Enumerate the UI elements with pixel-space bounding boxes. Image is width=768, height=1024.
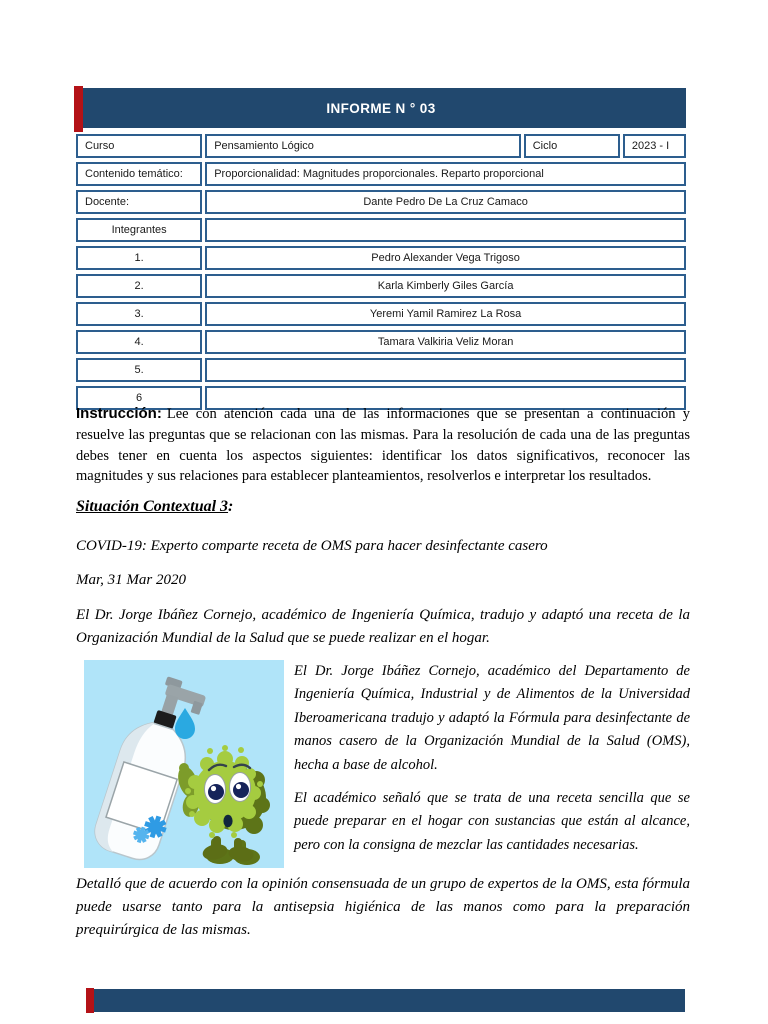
table-cell — [205, 358, 686, 382]
table-cell: Proporcionalidad: Magnitudes proporcionales. Reparto proporcional — [205, 162, 686, 186]
table-cell: 1. — [76, 246, 202, 270]
table-row — [76, 330, 686, 354]
report-header-bar — [76, 88, 686, 128]
instruction-paragraph — [76, 404, 690, 487]
table-cell: Tamara Valkiria Veliz Moran — [205, 330, 686, 354]
table-row — [76, 162, 686, 186]
next-page-red-accent-bar — [86, 988, 94, 1013]
situation-heading — [76, 498, 233, 516]
article-date: Mar, 31 Mar 2020 — [76, 572, 187, 588]
situation-heading-colon: : — [228, 498, 234, 515]
table-row — [76, 190, 686, 214]
sanitizer-virus-image — [84, 660, 284, 868]
next-page-header-bar — [88, 989, 685, 1012]
table-cell: Ciclo — [524, 134, 620, 158]
report-title: INFORME N ° 03 — [326, 100, 436, 116]
article-head — [76, 537, 690, 649]
table-cell: Yeremi Yamil Ramirez La Rosa — [205, 302, 686, 326]
table-cell: Dante Pedro De La Cruz Camaco — [205, 190, 686, 214]
table-row — [76, 358, 686, 382]
media-section — [84, 660, 690, 868]
table-cell: Contenido temático: — [76, 162, 202, 186]
article-paragraph-1: El Dr. Jorge Ibáñez Cornejo, académico del Departamento de Ingeniería Química, Industrial y de Alimentos de la Universidad Iberoamericana tradujo y adaptó la Fórmula para desinfectante de manos casero de la Organización Mundial de la Salud (OMS), hecha a base de alcohol. — [294, 663, 690, 773]
table-cell: 2. — [76, 274, 202, 298]
table-row — [76, 218, 686, 242]
table-row — [76, 302, 686, 326]
table-cell — [205, 218, 686, 242]
table-cell: 4. — [76, 330, 202, 354]
article-paragraph-2: El académico señaló que se trata de una receta sencilla que se puede preparar en el hogar con sustancias que están al alcance, pero con la consigna de mezclar las cantidades necesarias. — [294, 790, 690, 853]
report-info-table — [73, 130, 689, 414]
article-body — [294, 660, 690, 867]
table-cell: Pensamiento Lógico — [205, 134, 521, 158]
instruction-label: Instrucción: — [76, 405, 162, 422]
article-title: COVID-19: Experto comparte receta de OMS para hacer desinfectante casero — [76, 538, 548, 554]
article-lead-paragraph: El Dr. Jorge Ibáñez Cornejo, académico de Ingeniería Química, tradujo y adaptó una receta de la Organización Mundial de la Salud que se puede realizar en el hogar. — [76, 607, 690, 646]
closing-paragraph: Detalló que de acuerdo con la opinión consensuada de un grupo de expertos de la OMS, esta fórmula puede usarse tanto para la antisepsia higiénica de las manos como para la preparación prequirúrgica de las mismas. — [76, 876, 690, 938]
table-cell: 6 — [76, 386, 202, 410]
table-cell: Curso — [76, 134, 202, 158]
table-cell: Karla Kimberly Giles García — [205, 274, 686, 298]
table-row — [76, 274, 686, 298]
table-cell: Integrantes — [76, 218, 202, 242]
info-table-body — [76, 134, 686, 410]
table-row — [76, 134, 686, 158]
table-cell: Pedro Alexander Vega Trigoso — [205, 246, 686, 270]
situation-heading-text: Situación Contextual 3 — [76, 498, 229, 515]
table-cell: 2023 - I — [623, 134, 686, 158]
instruction-text: Lee con atención cada una de las informaciones que se presentan a continuación y resuelve las preguntas que se relacionan con las mismas. Para la resolución de cada una de las preguntas debes tener en cuenta los aspectos siguientes: identificar los datos significativos, reconocer las magnitudes y sus relaciones para establecer planteamientos, resolverlos e interpretar los resultados. — [76, 406, 690, 485]
header-red-accent-bar — [74, 86, 83, 132]
table-cell: 3. — [76, 302, 202, 326]
table-cell: 5. — [76, 358, 202, 382]
table-cell: Docente: — [76, 190, 202, 214]
table-row — [76, 246, 686, 270]
